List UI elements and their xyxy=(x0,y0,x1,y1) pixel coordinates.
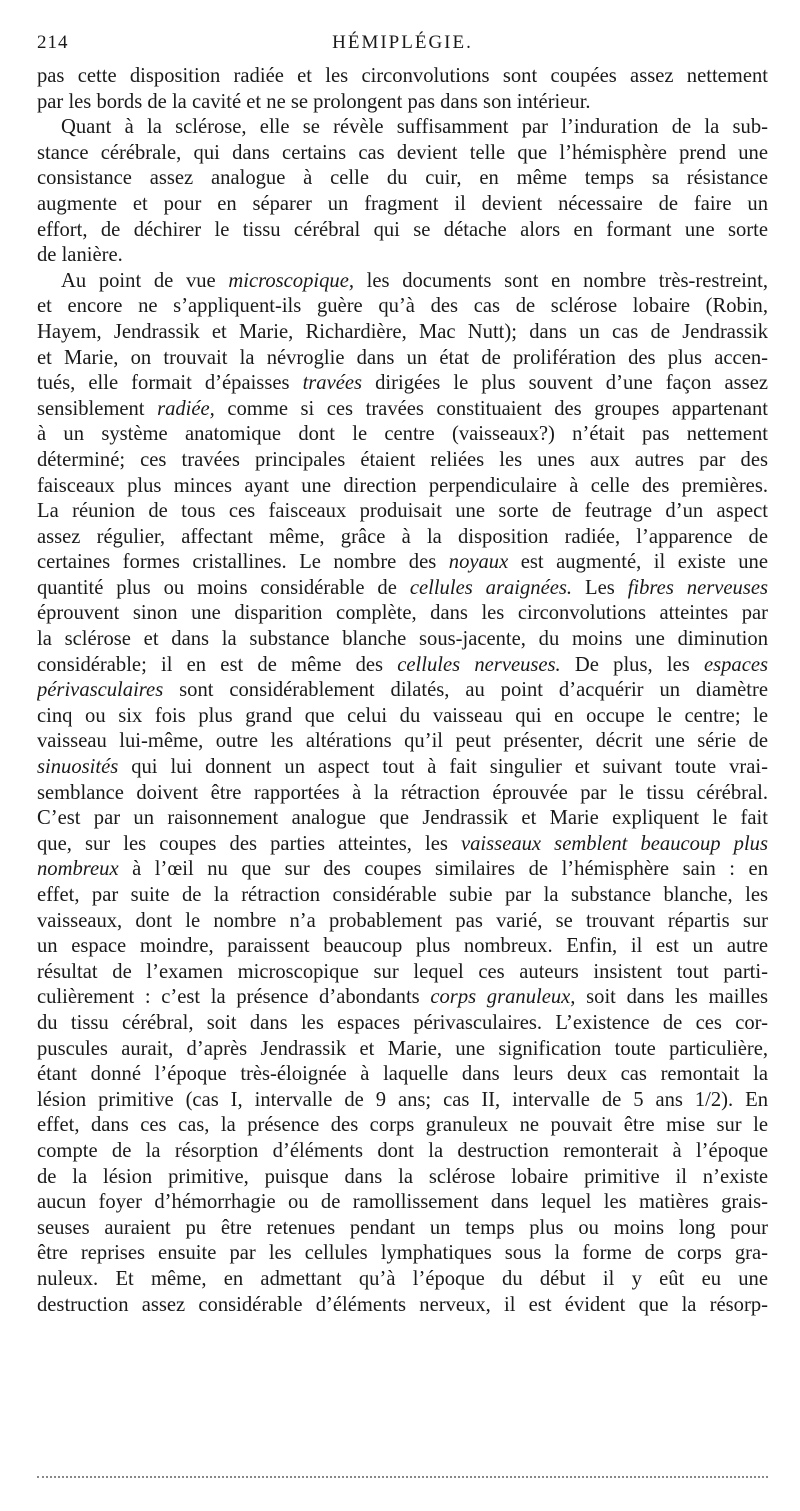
text-segment: Les xyxy=(572,576,628,599)
text-line xyxy=(37,346,768,372)
text-line xyxy=(37,1088,768,1114)
text-segment: résultat de l’examen microscopique sur lequel ces auteurs insistent tout parti- xyxy=(37,960,768,983)
text-segment: sensiblement xyxy=(37,397,158,420)
text-segment: De plus, les xyxy=(560,653,704,676)
text-line xyxy=(37,243,768,269)
italic-term: microscopique, xyxy=(228,269,354,292)
text-segment: et encore ne s’appliquent-ils guère qu’à des cas de sclérose lobaire (Robin, xyxy=(37,295,768,318)
text-segment: C’est par un raisonnement analogue que Jendrassik et Marie expliquent le fait xyxy=(37,807,768,830)
text-line xyxy=(37,1165,768,1191)
text-segment: être reprises ensuite par les cellules lymphatiques sous la forme de corps gra- xyxy=(37,1242,768,1265)
text-segment: les documents sont en nombre très-restreint, xyxy=(353,269,768,292)
text-segment: sont considérablement dilatés, au point d’acquérir un diamètre xyxy=(163,679,768,702)
text-segment: éprouvent sinon une disparition complète, dans les circonvolutions atteintes par xyxy=(37,602,768,625)
text-segment: assez régulier, affectant même, grâce à la disposition radiée, l’apparence de xyxy=(37,525,768,548)
text-line xyxy=(37,1267,768,1293)
text-segment: soit dans les mailles xyxy=(575,986,768,1009)
text-line xyxy=(37,729,768,755)
text-segment: seuses auraient pu être retenues pendant un temps plus ou moins long pour xyxy=(37,1216,768,1239)
text-segment: vaisseau lui-même, outre les altérations qu’il peut présenter, décrit une série de xyxy=(37,730,768,753)
italic-term: sinuosités xyxy=(37,756,119,779)
italic-term: cellules araignées. xyxy=(409,576,573,599)
text-segment: par les bords de la cavité et ne se prolongent pas dans son intérieur. xyxy=(37,90,591,113)
text-segment: du tissu cérébral, soit dans les espaces périvasculaires. L’existence de ces cor- xyxy=(37,1011,768,1034)
text-line xyxy=(37,320,768,346)
text-line xyxy=(37,397,768,423)
italic-term: travées xyxy=(302,372,363,395)
text-line xyxy=(37,653,768,679)
text-line xyxy=(37,1293,768,1319)
text-segment: déterminé; ces travées principales étaient reliées les unes aux autres par des xyxy=(37,448,768,471)
text-line xyxy=(37,90,768,116)
italic-term: corps granuleux, xyxy=(430,986,576,1009)
text-segment: cinq ou six fois plus grand que celui du vaisseau qui en occupe le centre; le xyxy=(37,704,768,727)
text-line xyxy=(37,832,768,858)
text-segment: vaisseaux, dont le nombre n’a probablement pas varié, se trouvant répartis sur xyxy=(37,909,768,932)
text-line xyxy=(37,192,768,218)
text-segment: un espace moindre, paraissent beaucoup plus nombreux. Enfin, il est un autre xyxy=(37,935,768,958)
text-segment: nuleux. Et même, en admettant qu’à l’époque du début il y eût eu une xyxy=(37,1267,768,1290)
italic-term: vaisseaux semblent beaucoup plus xyxy=(461,832,768,855)
text-line xyxy=(37,704,768,730)
running-title: HÉMIPLÉGIE. xyxy=(332,32,473,53)
text-line xyxy=(37,985,768,1011)
text-line xyxy=(37,166,768,192)
text-segment: à un système anatomique dont le centre (vaisseaux?) n’était pas nettement xyxy=(37,423,768,446)
text-segment: destruction assez considérable d’éléments nerveux, il est évident que la résorp- xyxy=(37,1293,768,1316)
text-segment: quantité plus ou moins considérable de xyxy=(37,576,410,599)
text-segment: est augmenté, il existe une xyxy=(508,551,768,574)
italic-term: cellules nerveuses. xyxy=(397,653,561,676)
italic-term: espaces xyxy=(703,653,768,676)
italic-term: nombreux xyxy=(37,858,119,881)
text-segment: que, sur les coupes des parties atteintes, les xyxy=(37,832,461,855)
text-segment: qui lui donnent un aspect tout à fait singulier et suivant toute vrai- xyxy=(118,756,768,779)
text-line xyxy=(37,64,768,90)
text-line xyxy=(37,1037,768,1063)
text-segment: lésion primitive (cas I, intervalle de 9 ans; cas II, intervalle de 5 ans 1/2). En xyxy=(37,1088,768,1111)
text-segment: de lanière. xyxy=(37,244,123,267)
text-segment: consistance assez analogue à celle du cuir, en même temps sa résistance xyxy=(37,167,768,190)
page-number: 214 xyxy=(37,32,69,53)
text-line xyxy=(37,422,768,448)
text-segment: faisceaux plus minces ayant une direction perpendiculaire à celle des premières. xyxy=(37,474,768,497)
text-line xyxy=(37,960,768,986)
text-line xyxy=(37,474,768,500)
text-line xyxy=(37,269,768,295)
text-segment: Hayem, Jendrassik et Marie, Richardière, Mac Nutt); dans un cas de Jendrassik xyxy=(37,320,768,343)
text-segment: pas cette disposition radiée et les circonvolutions sont coupées assez nettement xyxy=(37,65,768,87)
text-line xyxy=(37,1011,768,1037)
text-line xyxy=(37,1113,768,1139)
text-line xyxy=(37,755,768,781)
text-segment: certaines formes cristallines. Le nombre des xyxy=(37,551,449,574)
text-segment: culièrement : c’est la présence d’abondants xyxy=(37,986,431,1009)
text-line xyxy=(37,1139,768,1165)
text-line xyxy=(37,601,768,627)
text-line xyxy=(37,1190,768,1216)
text-line xyxy=(37,525,768,551)
text-segment: de la lésion primitive, puisque dans la sclérose lobaire primitive il n’existe xyxy=(37,1165,768,1188)
text-segment: Quant à la sclérose, elle se révèle suffisamment par l’induration de la sub- xyxy=(61,116,768,139)
text-line xyxy=(37,1062,768,1088)
text-segment: Au point de vue xyxy=(61,269,229,292)
text-segment: la sclérose et dans la substance blanche sous-jacente, du moins une diminution xyxy=(37,628,768,651)
text-segment: aucun foyer d’hémorrhagie ou de ramollissement dans lequel les matières grais- xyxy=(37,1191,768,1214)
text-segment: dirigées le plus souvent d’une façon assez xyxy=(362,372,768,395)
running-header xyxy=(37,28,768,64)
text-segment: effet, dans ces cas, la présence des corps granuleux ne pouvait être mise sur le xyxy=(37,1114,768,1137)
text-segment: augmente et pour en séparer un fragment il devient nécessaire de faire un xyxy=(37,192,768,215)
text-line xyxy=(37,1241,768,1267)
italic-term: fibres nerveuses xyxy=(627,576,768,599)
body-text xyxy=(37,64,768,1318)
italic-term: noyaux xyxy=(448,551,509,574)
italic-term: radiée, xyxy=(157,397,215,420)
text-line xyxy=(37,678,768,704)
text-line xyxy=(37,934,768,960)
italic-term: périvasculaires xyxy=(37,679,164,702)
text-line xyxy=(37,371,768,397)
text-line xyxy=(37,1216,768,1242)
text-line xyxy=(37,141,768,167)
text-segment: et Marie, on trouvait la névroglie dans un état de prolifération des plus accen- xyxy=(37,346,768,369)
text-segment: compte de la résorption d’éléments dont la destruction remonterait à l’époque xyxy=(37,1139,768,1162)
text-line xyxy=(37,218,768,244)
footer-rule xyxy=(37,1476,768,1478)
text-line xyxy=(37,576,768,602)
text-line xyxy=(37,781,768,807)
text-segment: comme si ces travées constituaient des groupes appartenant xyxy=(214,397,768,420)
text-line xyxy=(37,857,768,883)
text-segment: puscules aurait, d’après Jendrassik et Marie, une signification toute particulière, xyxy=(37,1037,768,1060)
book-page xyxy=(37,28,768,1318)
text-line xyxy=(37,550,768,576)
text-segment: semblance doivent être rapportées à la rétraction éprouvée par le tissu cérébral. xyxy=(37,781,768,804)
text-line xyxy=(37,294,768,320)
text-line xyxy=(37,448,768,474)
text-segment: étant donné l’époque très-éloignée à laquelle dans leurs deux cas remontait la xyxy=(37,1063,768,1086)
text-line xyxy=(37,806,768,832)
text-segment: effet, par suite de la rétraction considérable subie par la substance blanche, les xyxy=(37,884,768,906)
text-line xyxy=(37,115,768,141)
text-segment: à l’œil nu que sur des coupes similaires de l’hémisphère sain : en xyxy=(118,858,768,881)
text-line xyxy=(37,499,768,525)
text-segment: tués, elle formait d’épaisses xyxy=(37,372,303,395)
text-segment: La réunion de tous ces faisceaux produisait une sorte de feutrage d’un aspect xyxy=(37,500,768,523)
text-line xyxy=(37,883,768,909)
text-segment: effort, de déchirer le tissu cérébral qui se détache alors en formant une sorte xyxy=(37,218,768,241)
text-segment: considérable; il en est de même des xyxy=(37,653,398,676)
text-line xyxy=(37,627,768,653)
text-line xyxy=(37,909,768,935)
text-segment: stance cérébrale, qui dans certains cas devient telle que l’hémisphère prend une xyxy=(37,141,768,164)
